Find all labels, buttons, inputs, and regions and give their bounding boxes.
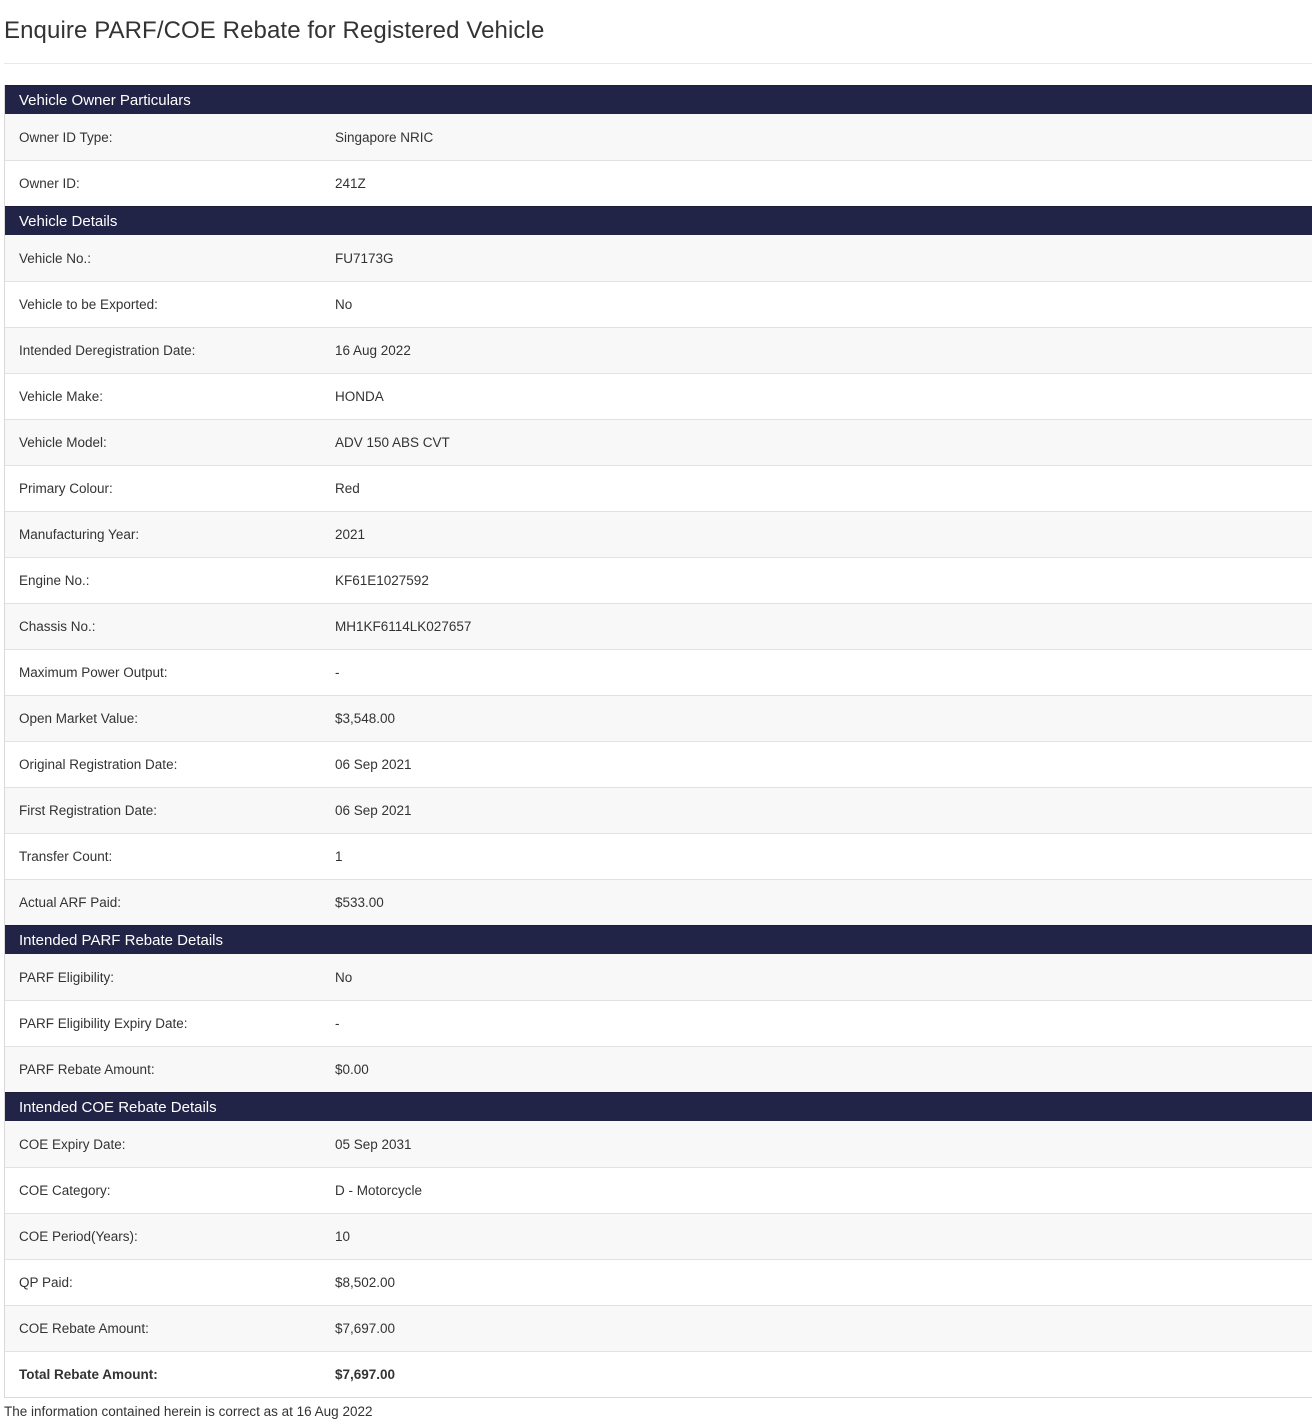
field-label: Vehicle to be Exported: — [19, 297, 158, 312]
field-label: Original Registration Date: — [19, 757, 178, 772]
field-label: Open Market Value: — [19, 711, 139, 726]
row-coe-rebate-amount — [5, 1305, 1312, 1351]
field-value: Singapore NRIC — [335, 129, 434, 145]
field-label: QP Paid: — [19, 1275, 73, 1290]
row-engine-no — [5, 557, 1312, 603]
field-value: $7,697.00 — [335, 1367, 396, 1382]
row-transfer-count — [5, 833, 1312, 879]
row-parf-eligibility — [5, 954, 1312, 1000]
field-value: 241Z — [335, 176, 366, 191]
section-header-owner: Vehicle Owner Particulars — [5, 85, 1312, 114]
field-label: COE Category: — [19, 1183, 111, 1198]
field-label: Engine No.: — [19, 573, 90, 588]
row-vehicle-model — [5, 419, 1312, 465]
field-label: COE Expiry Date: — [19, 1136, 126, 1152]
row-parf-eligibility-expiry — [5, 1000, 1312, 1046]
field-label: Intended Deregistration Date: — [19, 343, 196, 358]
field-value: MH1KF6114LK027657 — [335, 619, 472, 634]
row-owner-id — [5, 160, 1312, 206]
row-vehicle-make — [5, 373, 1312, 419]
row-first-registration-date — [5, 787, 1312, 833]
field-label: COE Period(Years): — [19, 1229, 138, 1244]
field-label: Actual ARF Paid: — [19, 895, 122, 910]
field-value: HONDA — [335, 389, 384, 404]
row-qp-paid — [5, 1259, 1312, 1305]
row-vehicle-exported — [5, 281, 1312, 327]
field-value: Red — [335, 481, 360, 496]
field-value: No — [335, 969, 353, 985]
row-parf-rebate-amount — [5, 1046, 1312, 1092]
footer-note: The information contained herein is correct as at 16 Aug 2022 — [4, 1404, 373, 1419]
rebate-details-panel — [4, 85, 1312, 1398]
row-max-power-output — [5, 649, 1312, 695]
field-value: $3,548.00 — [335, 711, 396, 726]
field-label: COE Rebate Amount: — [19, 1321, 149, 1336]
row-total-rebate-amount — [5, 1351, 1312, 1397]
page-title: Enquire PARF/COE Rebate for Registered Vehicle — [4, 17, 545, 44]
field-label: Owner ID Type: — [19, 129, 113, 145]
row-coe-category — [5, 1167, 1312, 1213]
field-label: Vehicle Make: — [19, 389, 104, 404]
field-label: Transfer Count: — [19, 849, 113, 864]
section-header-parf: Intended PARF Rebate Details — [5, 925, 1312, 954]
field-label: PARF Rebate Amount: — [19, 1062, 155, 1077]
field-value: 06 Sep 2021 — [335, 803, 412, 818]
row-coe-period — [5, 1213, 1312, 1259]
field-value: - — [335, 1016, 340, 1031]
field-label: First Registration Date: — [19, 803, 158, 818]
field-value: - — [335, 665, 340, 680]
field-value: D - Motorcycle — [335, 1183, 423, 1198]
field-label: Maximum Power Output: — [19, 665, 168, 680]
row-chassis-no — [5, 603, 1312, 649]
field-label: Primary Colour: — [19, 481, 113, 496]
field-label: Vehicle Model: — [19, 435, 107, 450]
field-label: Manufacturing Year: — [19, 527, 140, 542]
field-label: Vehicle No.: — [19, 250, 92, 266]
field-value: 05 Sep 2031 — [335, 1136, 412, 1152]
field-value: 10 — [335, 1229, 351, 1244]
field-value: $7,697.00 — [335, 1321, 396, 1336]
field-label: Owner ID: — [19, 176, 80, 191]
field-value: $533.00 — [335, 895, 384, 910]
title-divider — [4, 63, 1312, 64]
field-value: 06 Sep 2021 — [335, 757, 412, 772]
row-vehicle-no — [5, 235, 1312, 281]
row-deregistration-date — [5, 327, 1312, 373]
section-header-vehicle: Vehicle Details — [5, 206, 1312, 235]
row-actual-arf-paid — [5, 879, 1312, 925]
row-owner-id-type — [5, 114, 1312, 160]
row-original-registration-date — [5, 741, 1312, 787]
field-value: 16 Aug 2022 — [335, 343, 411, 358]
field-label: Total Rebate Amount: — [19, 1367, 158, 1382]
field-value: ADV 150 ABS CVT — [335, 435, 450, 450]
field-value: FU7173G — [335, 250, 394, 266]
field-label: Chassis No.: — [19, 619, 96, 634]
row-primary-colour — [5, 465, 1312, 511]
row-coe-expiry-date — [5, 1121, 1312, 1167]
field-label: PARF Eligibility Expiry Date: — [19, 1016, 188, 1031]
section-header-coe: Intended COE Rebate Details — [5, 1092, 1312, 1121]
field-value: KF61E1027592 — [335, 573, 429, 588]
row-open-market-value — [5, 695, 1312, 741]
field-value: $0.00 — [335, 1062, 369, 1077]
field-label: PARF Eligibility: — [19, 969, 115, 985]
field-value: 2021 — [335, 527, 366, 542]
row-manufacturing-year — [5, 511, 1312, 557]
field-value: $8,502.00 — [335, 1275, 396, 1290]
field-value: No — [335, 297, 353, 312]
field-value: 1 — [335, 849, 343, 864]
